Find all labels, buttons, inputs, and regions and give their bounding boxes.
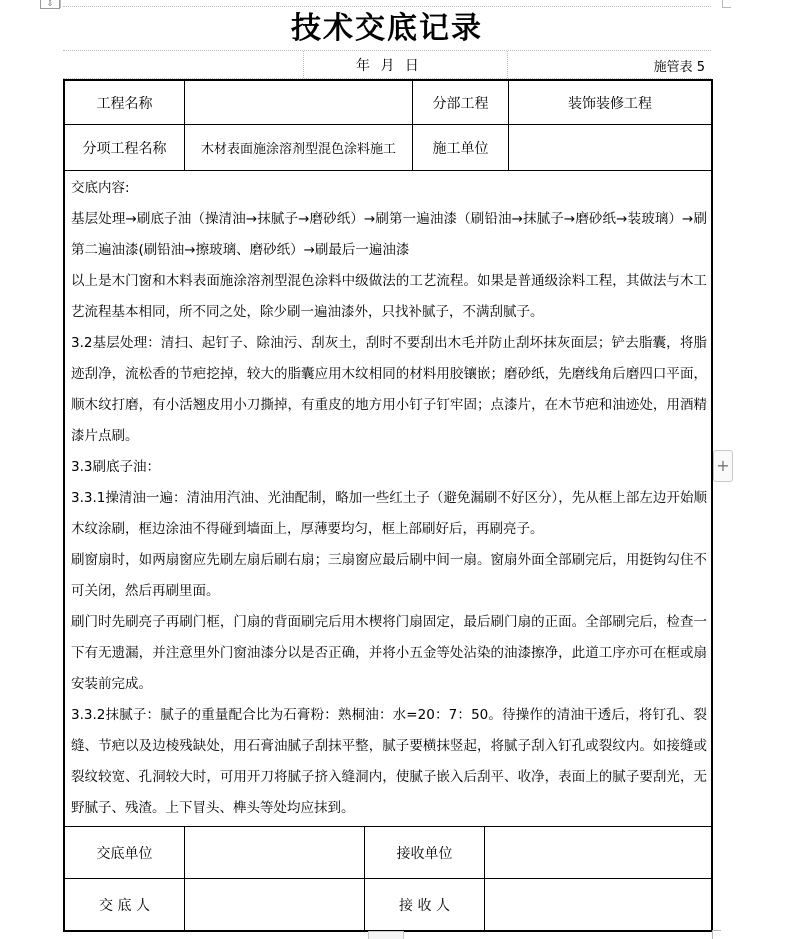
date-row-divider bbox=[303, 51, 304, 78]
handover-unit-value[interactable] bbox=[185, 826, 365, 879]
date-label: 年 月 日 bbox=[356, 58, 419, 74]
form-number: 施管表 5 bbox=[653, 60, 705, 75]
content-paragraph: 以上是木门窗和木料表面施涂溶剂型混色涂料中级做法的工艺流程。如果是普通级涂料工程，其做法与木工艺流程基本相同，所不同之处，除少刷一遍油漆外，只找补腻子，不满刮腻子。 bbox=[71, 273, 707, 320]
construction-unit-value[interactable] bbox=[509, 125, 711, 171]
content-paragraph: 3.3.2抹腻子：腻子的重量配合比为石膏粉：熟桐油：水=20：7：50。待操作的清油干透后，将钉孔、裂缝、节疤以及边棱残缺处，用石膏油腻子刮抹平整，腻子要横抹竖起，将腻子刮入钉孔或裂纹内。如接缝或裂纹较宽、孔洞较大时，可用开刀将腻子挤入缝洞内，使腻子嵌入后刮平、收净，表面上的腻子要刮光，无野腻子、残渣。上下冒头、榫头等处均应抹到。 bbox=[71, 707, 707, 816]
anchor-icon[interactable]: ⇩ bbox=[40, 0, 60, 9]
content-heading: 交底内容: bbox=[71, 180, 130, 196]
receiver-label: 接 收 人 bbox=[365, 879, 485, 930]
content-paragraph: 3.3.1操清油一遍：清油用汽油、光油配制，略加一些红土子（避免漏刷不好区分），先从框上部左边开始顺木纹涂刷，框边涂油不得碰到墙面上，厚薄要均匀，框上部刷好后，再刷亮子。 bbox=[71, 490, 707, 537]
receiving-unit-value[interactable] bbox=[485, 826, 711, 879]
handover-person-value[interactable] bbox=[185, 879, 365, 930]
handover-unit-label: 交底单位 bbox=[65, 826, 185, 879]
document-title: 技术交底记录 bbox=[291, 11, 483, 46]
content-paragraph: 刷窗扇时，如两扇窗应先刷左扇后刷右扇；三扇窗应最后刷中间一扇。窗扇外面全部刷完后，用挺钩勾住不可关闭，然后再刷里面。 bbox=[71, 552, 707, 599]
subitem-label: 分项工程名称 bbox=[65, 125, 185, 171]
construction-unit-label: 施工单位 bbox=[413, 125, 509, 171]
date-row bbox=[63, 50, 711, 79]
division-label: 分部工程 bbox=[413, 81, 509, 125]
division-value[interactable]: 装饰装修工程 bbox=[509, 81, 711, 125]
handover-table bbox=[63, 79, 713, 932]
handover-content[interactable] bbox=[71, 173, 707, 824]
handover-person-label: 交 底 人 bbox=[65, 879, 185, 930]
content-paragraph: 3.3刷底子油： bbox=[71, 459, 160, 475]
content-paragraph: 3.2基层处理：清扫、起钉子、除油污、刮灰土，刮时不要刮出木毛并防止刮坏抹灰面层；铲去脂囊，将脂迹刮净，流松香的节疤挖掉，较大的脂囊应用木纹相同的材料用胶镶嵌；磨砂纸，先磨线角后磨四口平面，顺木纹打磨，有小活翘皮用小刀撕掉，有重皮的地方用小钉子钉牢固；点漆片，在木节疤和油迹处，用酒精漆片点刷。 bbox=[71, 335, 707, 444]
content-paragraph: 刷门时先刷亮子再刷门框，门扇的背面刷完后用木楔将门扇固定，最后刷门扇的正面。全部刷完后，检查一下有无遗漏，并注意里外门窗油漆分以是否正确，并将小五金等处沾染的油漆擦净，此道工序亦可在框或扇安装前完成。 bbox=[71, 614, 707, 692]
date-row-divider bbox=[507, 51, 508, 78]
page-corner-top-right bbox=[722, 0, 731, 8]
plus-icon[interactable]: + bbox=[713, 450, 733, 482]
project-name-label: 工程名称 bbox=[65, 81, 185, 125]
subitem-value[interactable]: 木材表面施涂溶剂型混色涂料施工 bbox=[185, 125, 413, 171]
project-name-value[interactable] bbox=[185, 81, 413, 125]
receiving-unit-label: 接收单位 bbox=[365, 826, 485, 879]
content-paragraph: 基层处理→刷底子油（操清油→抹腻子→磨砂纸）→刷第一遍油漆（刷铅油→抹腻子→磨砂纸→装玻璃）→刷第二遍油漆(刷铅油→擦玻璃、磨砂纸）→刷最后一遍油漆 bbox=[71, 211, 707, 258]
receiver-value[interactable] bbox=[485, 879, 711, 930]
